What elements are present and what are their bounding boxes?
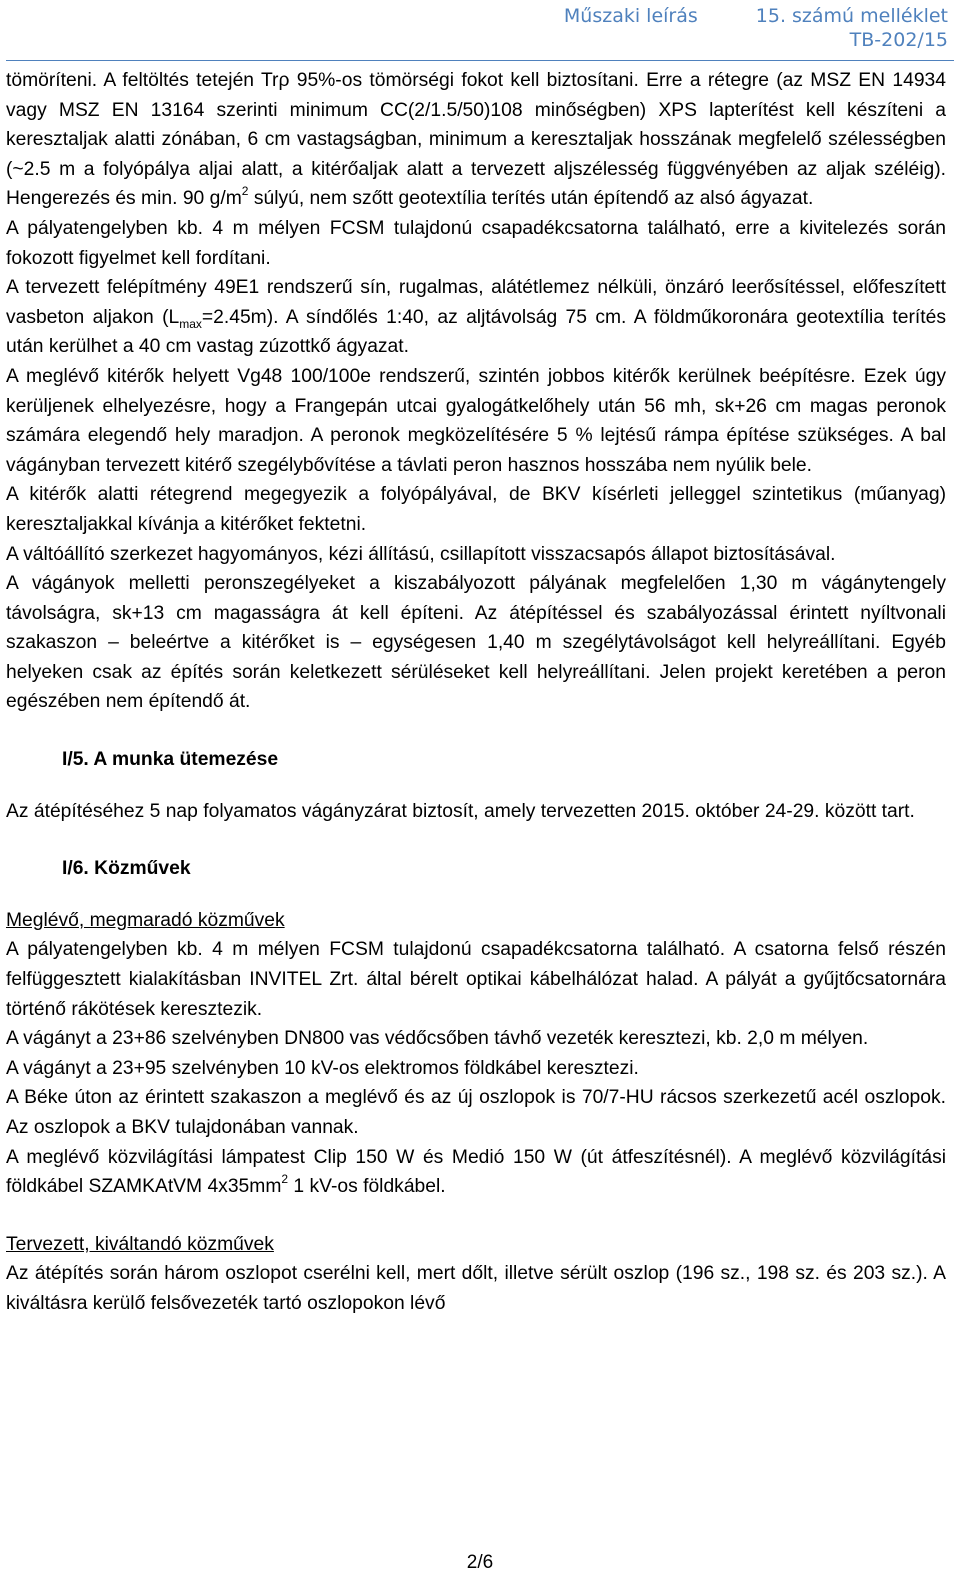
paragraph-switches: A meglévő kitérők helyett Vg48 100/100e rendszerű, szintén jobbos kitérők kerülnek beépítésre. Ezek úgy kerüljenek elhelyezésre, hogy a Frangepán utcai gyalogátkelőhely után 56 mh, sk+26 cm magas peronok számára elegendő hely maradjon. A peronok megközelítésére 5 % lejtésű rámpa építése szükséges. A bal vágányban tervezett kitérő szegélybővítése a távlati peron hasznos hosszába nem nyúlik bele.: [6, 365, 946, 476]
paragraph-utility-lighting: A meglévő közvilágítási lámpatest Clip 150 W és Medió 150 W (út átfeszítésnél). A meglévő közvilágítási földkábel SZAMKAtVM $4x35mm^2$ 1 kV-os földkábel.: [6, 1146, 946, 1198]
paragraph-utility-sewer: A pályatengelyben kb. 4 m mélyen FCSM tulajdonú csapadékcsatorna található. A csatorna felső részén felfüggesztett kialakításban INVITEL Zrt. által bérelt optikai kábelhálózat halad. A pályát a gyűjtőcsatornára történő rákötések keresztezik.: [6, 939, 946, 1020]
annex-label: 15. számú melléklet: [755, 5, 948, 27]
section-heading-schedule: I/5. A munka ütemezése: [62, 749, 279, 771]
subheading-existing-utilities: Meglévő, megmaradó közművek: [6, 909, 285, 931]
paragraph-platform-edges: A vágányok melletti peronszegélyeket a kiszabályozott pályának megfelelően 1,30 m vágánytengely távolságra, sk+13 cm magasságra át kell építeni. Az átépítéssel és szabályozással érintett nyíltvonali szakaszon – beleértve a kitérőket is – egységesen 1,40 m szegélytávolságot kell helyreállítani. Egyéb helyeken csak az építés során keletkezett sérüléseket kell helyreállítani. Jelen projekt keretében a peron egészében nem építendő át.: [6, 573, 946, 713]
paragraph-schedule: Az átépítéséhez 5 nap folyamatos vágányzárat biztosít, amely tervezetten 2015. október 24-29. között tart.: [6, 800, 915, 822]
page-number: 2/6: [466, 1552, 494, 1573]
paragraph-drainage: A pályatengelyben kb. 4 m mélyen FCSM tulajdonú csapadékcsatorna található, erre a kivitelezés során fokozott figyelmet kell fordítani.: [6, 217, 946, 269]
paragraph-planned-poles: Az átépítés során három oszlopot cserélni kell, mert dőlt, illetve sérült oszlop (196 sz., 198 sz. és 203 sz.). A kiváltásra kerülő felsővezeték tartó oszlopokon lévő: [6, 1263, 946, 1314]
subheading-planned-utilities: Tervezett, kiváltandó közművek: [6, 1233, 274, 1255]
doc-type-label: Műszaki leírás: [563, 5, 698, 27]
document-body: [6, 66, 946, 1319]
reference-number: TB-202/15: [849, 29, 948, 51]
paragraph-utility-cable: A vágányt a 23+95 szelvényben 10 kV-os elektromos földkábel keresztezi.: [6, 1057, 639, 1079]
paragraph-compaction: tömöríteni. A feltöltés tetején Trρ 95%-os tömörségi fokot kell biztosítani. Erre a rétegre (az MSZ EN 14934 vagy MSZ EN 13164 szerinti minimum CC(2/1.5/50)108 minőségben) XPS lapterítést kell készíteni a keresztaljak alatti zónában, 6 cm vastagságban, minimum a keresztaljak hosszának megfelelő szélességben (~2.5 m a folyópálya aljai alatt, a kitérőaljak alatt a tervezett aljszélesség függvényében az aljak széléig). Hengerezés és min. 90 $g/m^2$ súlyú, nem szőtt geotextília terítés után építendő az alsó ágyazat.: [6, 70, 946, 210]
header-divider: [6, 60, 954, 61]
paragraph-layer-order: A kitérők alatti rétegrend megegyezik a folyópályával, de BKV kísérleti jelleggel szintetikus (műanyag) keresztaljakkal kívánja a kitérőket fektetni.: [6, 484, 946, 535]
page-header: [564, 4, 948, 52]
paragraph-switch-mechanism: A váltóállító szerkezet hagyományos, kézi állítású, csillapított visszacsapós állapot biztosításával.: [6, 543, 836, 565]
paragraph-utility-poles: A Béke úton az érintett szakaszon a meglévő és az új oszlopok is 70/7-HU rácsos szerkezetű acél oszlopok. Az oszlopok a BKV tulajdonában vannak.: [6, 1087, 946, 1138]
section-heading-utilities: I/6. Közművek: [62, 858, 191, 880]
paragraph-superstructure: A tervezett felépítmény 49E1 rendszerű sín, rugalmas, alátétlemez nélküli, önzáró leerősítéssel, előfeszített vasbeton aljakon $(L_{max}=2.45m)$. A síndőlés 1:40, az aljtávolság 75 cm. A földműkoronára geotextília terítés után kerülhet a 40 cm vastag zúzottkő ágyazat.: [6, 277, 946, 358]
paragraph-utility-heating: A vágányt a 23+86 szelvényben DN800 vas védőcsőben távhő vezeték keresztezi, kb. 2,0 m mélyen.: [6, 1028, 869, 1050]
